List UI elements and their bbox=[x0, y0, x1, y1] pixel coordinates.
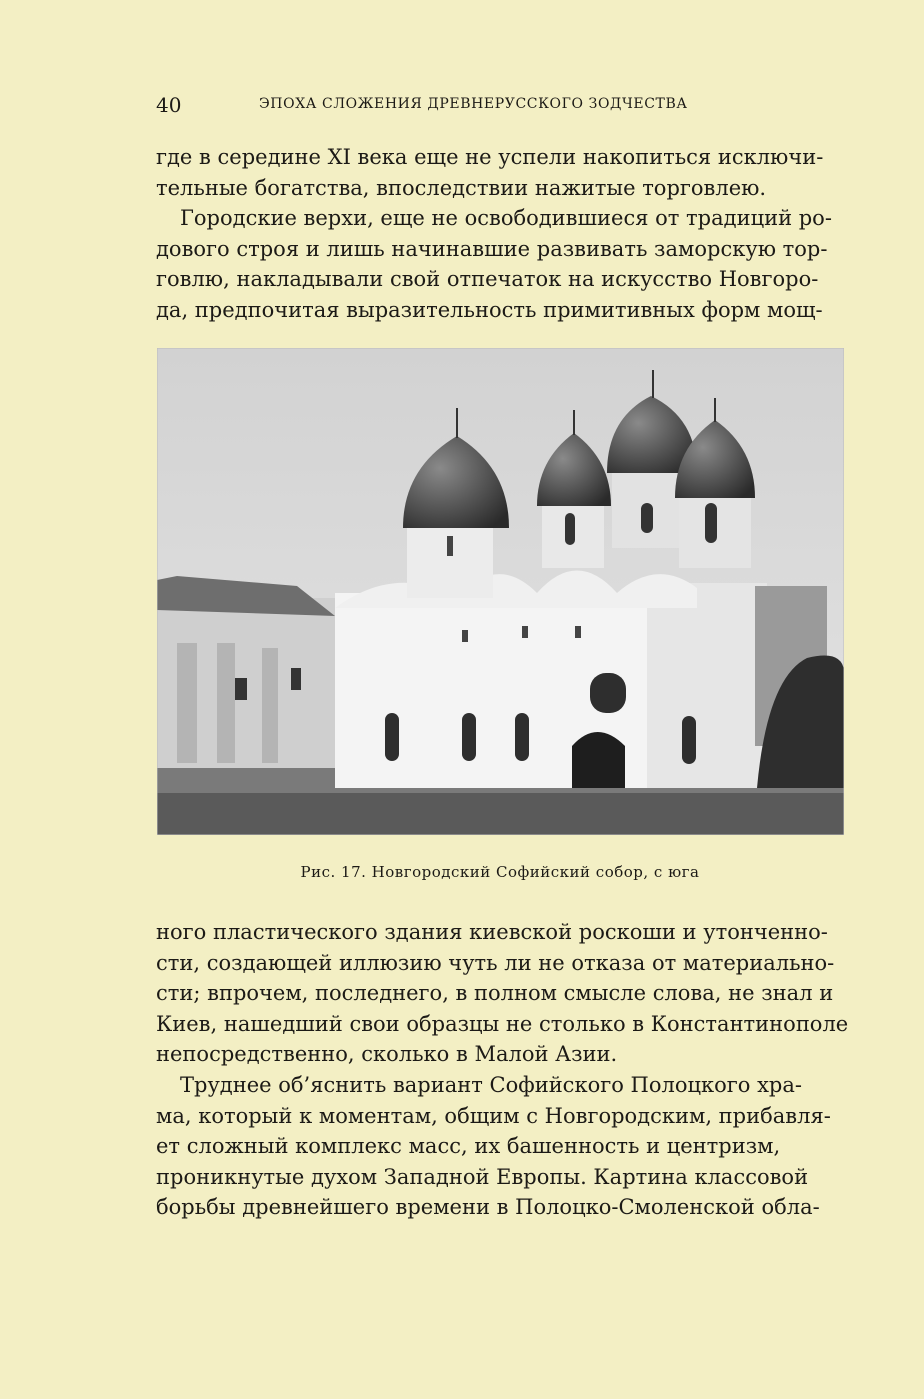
body-text-bottom bbox=[156, 917, 849, 1223]
text-line: сти, создающей иллюзию чуть ли не отказа от материально- bbox=[156, 950, 835, 975]
text-line: Труднее об’яснить вариант Софийского Полоцкого хра- bbox=[180, 1072, 802, 1097]
text-line: дового строя и лишь начинавшие развивать заморскую тор- bbox=[156, 236, 828, 261]
text-line: говлю, накладывали свой отпечаток на искусство Новгоро- bbox=[156, 267, 819, 292]
text-line: тельные богатства, впоследствии нажитые торговлею. bbox=[156, 175, 767, 200]
cathedral-illustration bbox=[157, 348, 844, 835]
figure-photo-cathedral bbox=[157, 348, 844, 835]
text-line: проникнутые духом Западной Европы. Картина классовой bbox=[156, 1164, 809, 1189]
text-line: да, предпочитая выразительность примитивных форм мощ- bbox=[156, 297, 823, 322]
figure-caption: Рис. 17. Новгородский Софийский собор, с юга bbox=[300, 863, 700, 881]
page-header bbox=[156, 93, 762, 117]
text-line: где в середине XI века еще не успели накопиться исключи- bbox=[156, 145, 824, 169]
text-line: Киев, нашедший свои образцы не столько в Константинополе bbox=[156, 1011, 849, 1036]
text-line: сти; впрочем, последнего, в полном смысле слова, не знал и bbox=[156, 981, 834, 1006]
body-text-top bbox=[156, 142, 832, 326]
text-line: ного пластического здания киевской роскоши и утонченно- bbox=[156, 920, 828, 944]
text-line: борьбы древнейшего времени в Полоцко-Смоленской обла- bbox=[156, 1195, 820, 1220]
text-line: Городские верхи, еще не освободившиеся от традиций ро- bbox=[180, 206, 832, 231]
text-line: непосредственно, сколько в Малой Азии. bbox=[156, 1042, 618, 1067]
running-head: ЭПОХА СЛОЖЕНИЯ ДРЕВНЕРУССКОГО ЗОДЧЕСТВА bbox=[259, 96, 688, 112]
page-number: 40 bbox=[156, 93, 182, 117]
text-line: ма, который к моментам, общим с Новгородским, прибавля- bbox=[156, 1103, 831, 1128]
text-line: ет сложный комплекс масс, их башенность и центризм, bbox=[156, 1134, 781, 1159]
